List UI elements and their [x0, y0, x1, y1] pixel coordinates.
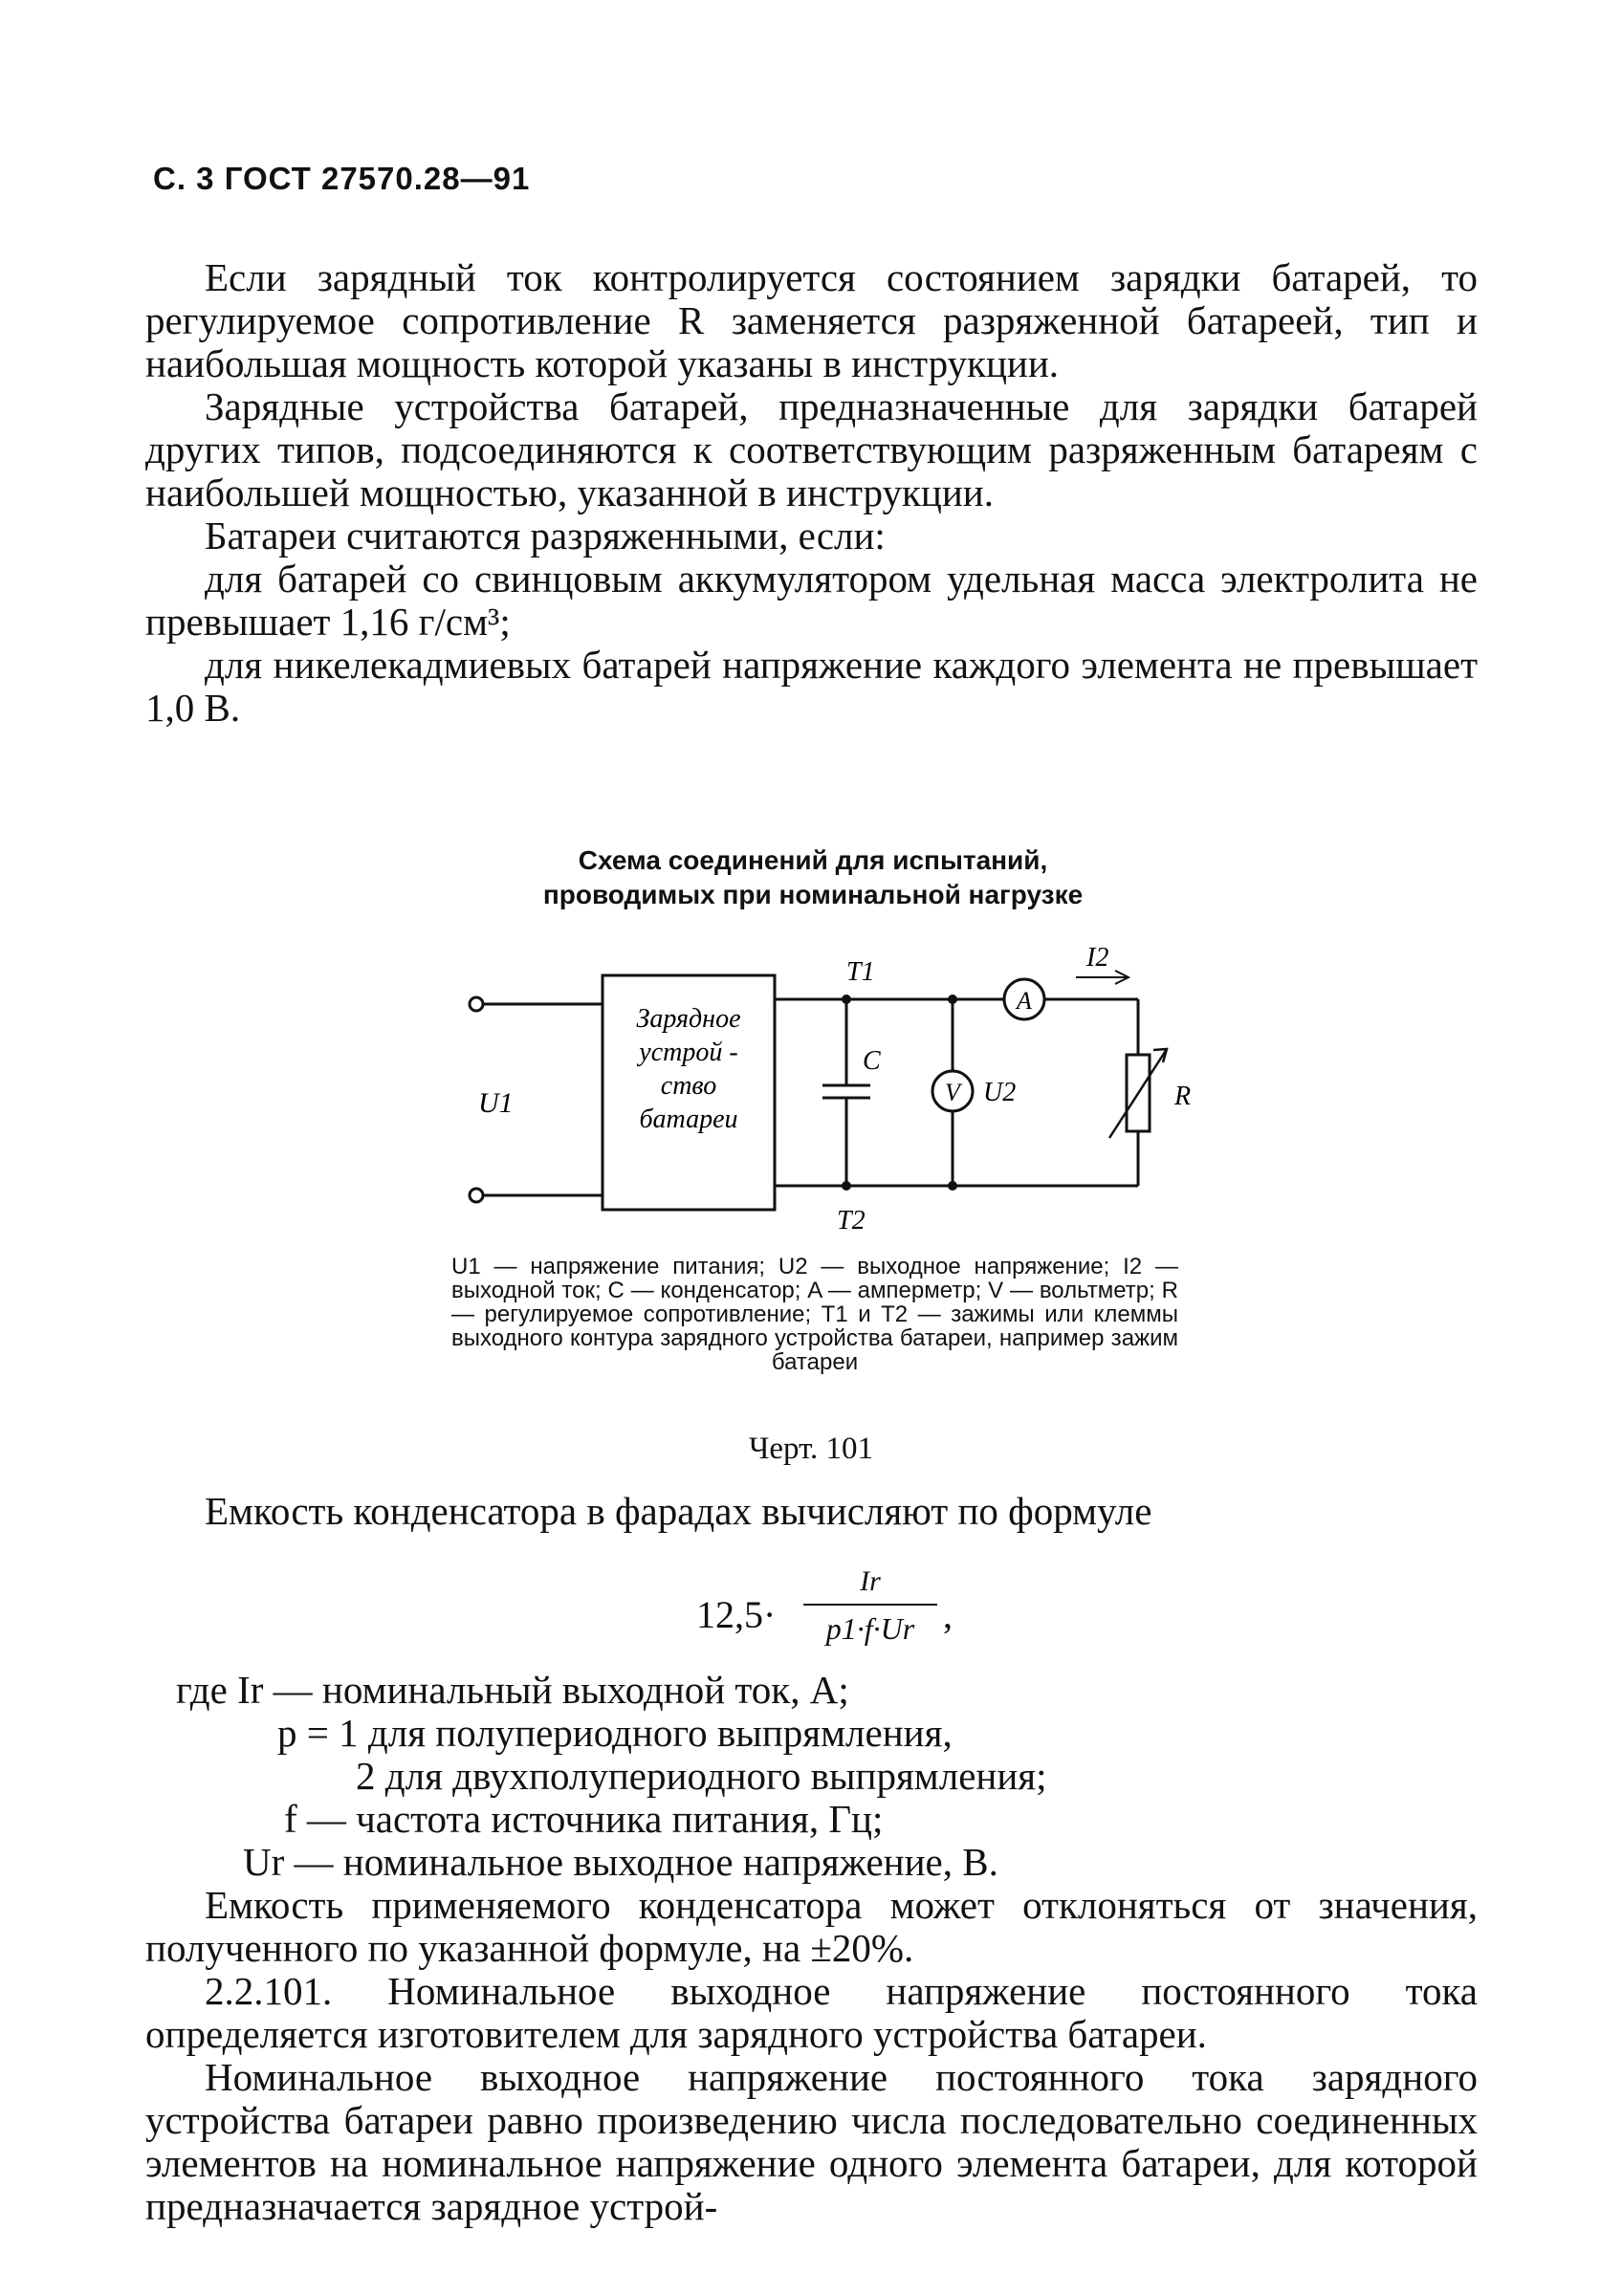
- resistor-arrow: [1109, 1049, 1167, 1138]
- r-label: R: [1174, 1082, 1192, 1111]
- circuit-diagram: [430, 942, 1215, 1248]
- charger-label-line: Зарядное: [636, 1004, 741, 1034]
- charger-label-line: батареи: [639, 1104, 738, 1134]
- input-terminal-top: [470, 997, 483, 1011]
- t1-label: T1: [846, 957, 875, 987]
- paragraph: для никелекадмиевых батарей напряжение каждого элемента не превышает 1,0 В.: [145, 643, 1478, 730]
- t2-label: T2: [837, 1206, 866, 1235]
- scheme-title: [325, 843, 1301, 912]
- fraction-bar: [803, 1604, 937, 1606]
- variable-line: f — частота источника питания, Гц;: [284, 1797, 884, 1841]
- scheme-title-line: проводимых при номинальной нагрузке: [542, 880, 1084, 909]
- variable-line: Ur — номинальное выходное напряжение, В.: [243, 1840, 998, 1884]
- u2-label: U2: [983, 1078, 1017, 1107]
- scheme-title-line: Схема соединений для испытаний,: [578, 845, 1048, 875]
- formula-fraction: [803, 1563, 937, 1648]
- text-block-top: [145, 256, 1478, 730]
- charger-label-line: ство: [660, 1071, 717, 1101]
- capacitance-formula: [696, 1563, 983, 1669]
- formula-numerator: Ir: [860, 1565, 881, 1597]
- variable-line: где Ir — номинальный выходной ток, А;: [176, 1668, 849, 1712]
- scheme-legend: U1 — напряжение питания; U2 — выходное напряжение; I2 — выходной ток; C — конденсатор; A — амперметр; V — вольтметр; R — регулируемое сопротивление; T1 и T2 — зажимы или клеммы выходного контура зарядного устройства батареи, например зажим батареи: [451, 1254, 1178, 1375]
- paragraph: для батарей со свинцовым аккумулятором удельная масса электролита не превышает 1,16 г/см³;: [145, 557, 1478, 644]
- text-block-bottom: [145, 1884, 1478, 2228]
- variable-line: p = 1 для полупериодного выпрямления,: [277, 1711, 953, 1755]
- figure-caption: Черт. 101: [748, 1432, 874, 1466]
- formula-coefficient: 12,5·: [696, 1593, 777, 1636]
- paragraph: Номинальное выходное напряжение постоянного тока зарядного устройства батареи равно произведению числа последовательно соединенных элементов на номинальное напряжение одного элемента батареи, для которой предназначается зарядное устрой-: [145, 2055, 1478, 2228]
- paragraph: Батареи считаются разряженными, если:: [205, 514, 886, 558]
- input-terminal-bottom: [470, 1189, 483, 1202]
- formula-intro-block: [145, 1490, 1478, 1533]
- formula-denominator: p1·f·Ur: [825, 1611, 915, 1646]
- paragraph: Зарядные устройства батарей, предназначенные для зарядки батарей других типов, подсоединяются к соответствующим разряженным батареям с наибольшей мощностью, указанной в инструкции.: [145, 384, 1478, 514]
- formula-variables: [145, 1669, 1047, 1884]
- paragraph: 2.2.101. Номинальное выходное напряжение постоянного тока определяется изготовителем для зарядного устройства батареи.: [145, 1969, 1478, 2056]
- charger-label-line: устрой -: [639, 1038, 738, 1067]
- formula-comma: ,: [943, 1593, 953, 1636]
- u1-label: U1: [478, 1087, 514, 1119]
- paragraph: Емкость применяемого конденсатора может отклоняться от значения, полученного по указанной формуле, на ±20%.: [145, 1883, 1478, 1970]
- variable-line: 2 для двухполупериодного выпрямления;: [356, 1754, 1047, 1798]
- paragraph: Если зарядный ток контролируется состоянием зарядки батарей, то регулируемое сопротивление R заменяется разряженной батареей, тип и наибольшая мощность которой указаны в инструкции.: [145, 255, 1478, 385]
- c-label: C: [863, 1046, 881, 1076]
- page-header: С. 3 ГОСТ 27570.28—91: [153, 161, 531, 196]
- paragraph: Емкость конденсатора в фарадах вычисляют по формуле: [205, 1489, 1152, 1533]
- i2-label: I2: [1086, 943, 1109, 973]
- ammeter-label: A: [1017, 987, 1032, 1015]
- voltmeter-label: V: [945, 1079, 960, 1106]
